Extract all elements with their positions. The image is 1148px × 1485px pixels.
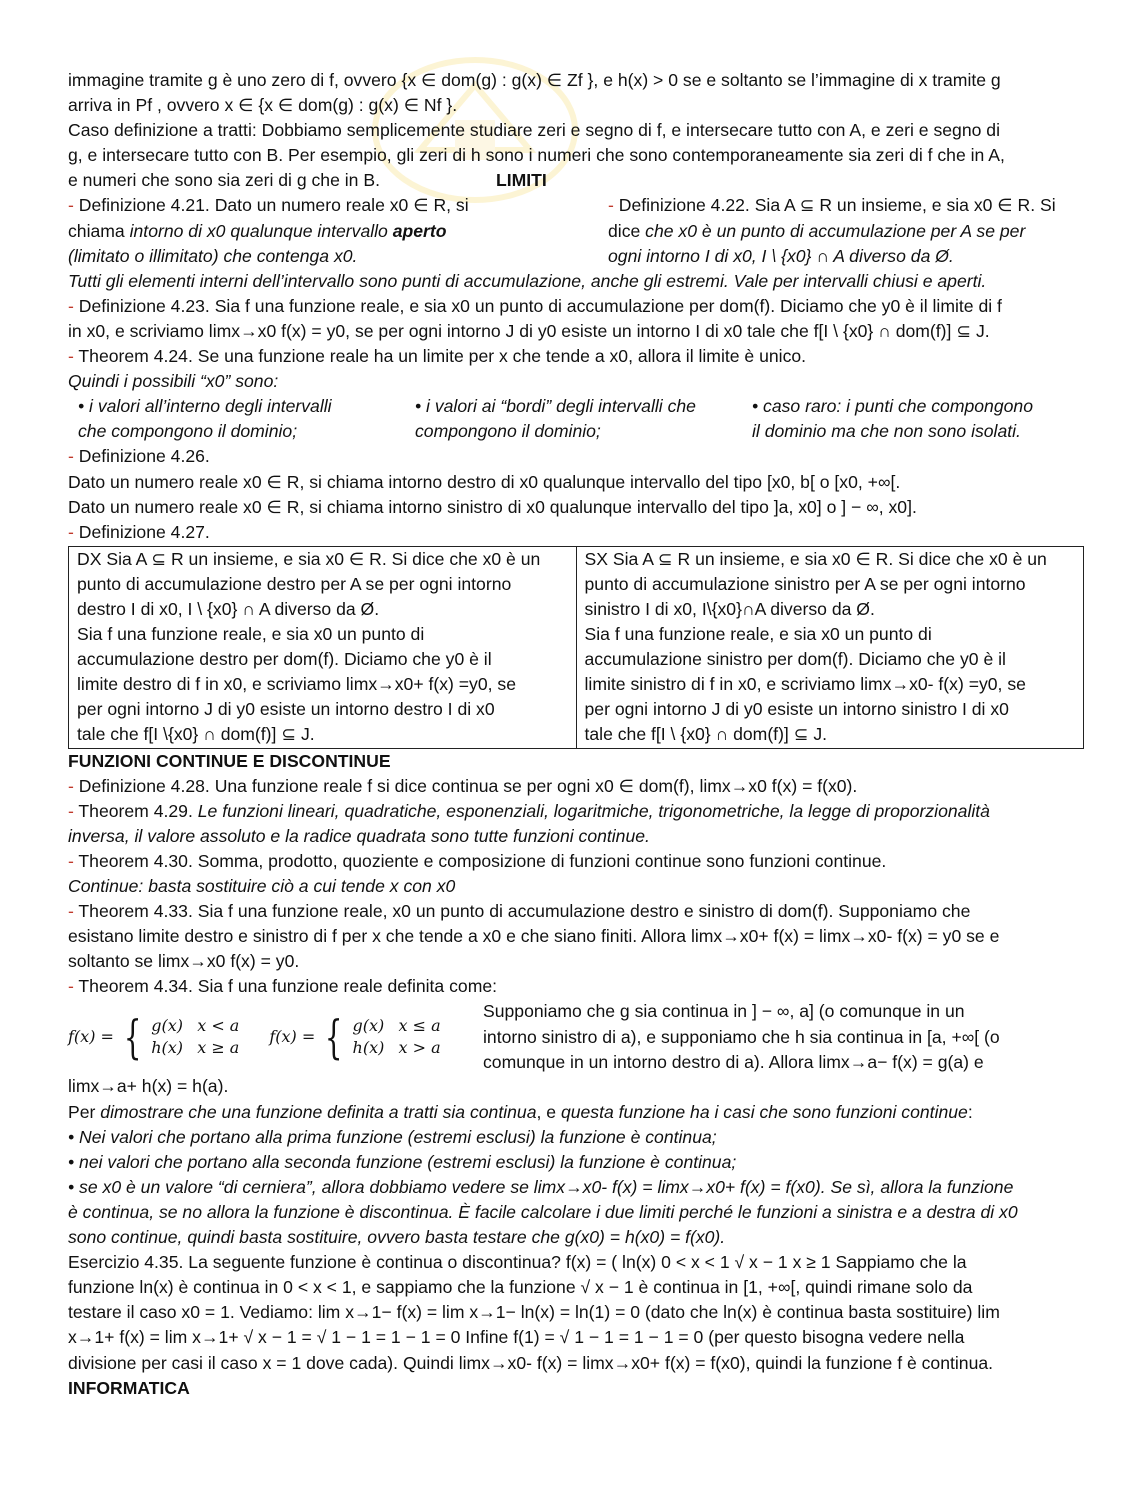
case-cond: x < a <box>197 1015 240 1035</box>
bullet-item <box>405 394 742 444</box>
intro-line: Caso definizione a tratti: Dobbiamo semplicemente studiare zeri e segno di f, e intersecare tutto con A, e zeri e segno di <box>68 120 1000 141</box>
text: per ogni intorno J di y0 esiste un intorno sinistro I di x0 <box>584 699 1009 720</box>
text: destro I di x0, I \ {x0} ∩ A diverso da Ø. <box>77 598 380 619</box>
text: Le funzioni lineari, quadratiche, esponenziali, logaritmiche, trigonometriche, la legge di proporzionalità <box>197 800 990 821</box>
exercise-line: testare il caso x0 = 1. Vediamo: lim x→1− f(x) = lim x→1− ln(x) = ln(1) = 0 (dato che ln(x) è continua basta sostituire) lim <box>68 1302 1000 1323</box>
dash: - <box>68 901 74 922</box>
definition-4-23-cont: in x0, e scriviamo limx→x0 f(x) = y0, se per ogni intorno J di y0 esiste un intorno I di x0 tale che f[I \ {x0} ∩ dom(f)] ⊆ J. <box>68 320 990 341</box>
bullet-line: • Nei valori che portano alla prima funzione (estremi esclusi) la funzione è continua; <box>68 1126 717 1147</box>
text: Supponiamo che g sia continua in ] − ∞, a] (o comunque in un <box>483 1001 965 1022</box>
theorem-4-34-text <box>483 999 1000 1074</box>
text: ogni intorno I di x0, I \ {x0} ∩ A diverso da Ø. <box>608 245 954 266</box>
text: dimostrare che una funzione definita a tratti sia continua <box>100 1101 537 1122</box>
dash: - <box>68 850 74 871</box>
text: Theorem 4.34. Sia f una funzione reale definita come: <box>73 976 498 997</box>
note-interni: Tutti gli elementi interni dell’intervallo sono punti di accumulazione, anche gli estremi. Vale per intervalli chiusi e aperti. <box>68 270 987 291</box>
text: che x0 è un punto di accumulazione per A se per <box>645 220 1026 241</box>
definition-4-28 <box>68 774 1084 799</box>
definition-4-22 <box>608 193 1056 268</box>
dash: - <box>68 446 74 467</box>
note-possibili: Quindi i possibili “x0” sono: <box>68 371 279 392</box>
formula-lhs: f(x) = <box>269 1027 316 1047</box>
text: Definizione 4.21. Dato un numero reale x0 ∈ R, si <box>73 195 469 216</box>
intro-line: immagine tramite g è uno zero di f, ovvero {x ∈ dom(g) : g(x) ∈ Zf }, e h(x) > 0 se e soltanto se l’immagine di x tramite g <box>68 70 1001 90</box>
text: questa funzione ha i casi che sono funzioni continue <box>560 1101 968 1122</box>
text: aperto <box>392 220 447 241</box>
text: limite sinistro di f in x0, e scriviamo limx→x0- f(x) =y0, se <box>584 674 1026 695</box>
dash: - <box>68 775 74 796</box>
piecewise-formula-b <box>269 1009 441 1064</box>
theorem-4-24 <box>68 344 1084 369</box>
text: • i valori ai “bordi” degli intervalli che <box>415 396 696 417</box>
brace-icon: { <box>325 1009 343 1064</box>
text: intorno di x0 qualunque intervallo <box>129 220 393 241</box>
bullet-line: • se x0 è un valore “di cerniera”, allora dobbiamo vedere se limx→x0- f(x) = limx→x0+ f(x) = f(x0). Se sì, allora la funzione <box>68 1176 1014 1197</box>
text: Per <box>68 1101 101 1122</box>
definition-4-26-line: Dato un numero reale x0 ∈ R, si chiama intorno destro di x0 qualunque intervallo del tipo [x0, b[ o [x0, +∞[. <box>68 471 901 492</box>
case-func: g(x) <box>151 1015 183 1035</box>
cases <box>151 1015 239 1059</box>
bullet-item <box>742 394 1033 444</box>
text: Definizione 4.23. Sia f una funzione reale, e sia x0 un punto di accumulazione per dom(f). Diciamo che y0 è il limite di f <box>73 295 1002 316</box>
dash: - <box>608 195 614 216</box>
text: accumulazione sinistro per dom(f). Diciamo che y0 è il <box>584 649 1006 670</box>
text: , e <box>536 1101 561 1122</box>
theorem-4-33-cont: soltanto se limx→x0 f(x) = y0. <box>68 951 300 972</box>
text: sinistro I di x0, I\{x0}∩A diverso da Ø. <box>584 598 875 619</box>
theorem-4-34-cont: limx→a+ h(x) = h(a). <box>68 1076 229 1097</box>
text: punto di accumulazione sinistro per A se per ogni intorno <box>584 573 1026 594</box>
definition-4-27 <box>68 520 1084 545</box>
case-cond: x ≤ a <box>398 1015 441 1035</box>
text: Definizione 4.28. Una funzione reale f si dice continua se per ogni x0 ∈ dom(f), limx→x0 f(x) = f(x0). <box>73 775 858 796</box>
dash: - <box>68 346 74 367</box>
text: chiama <box>68 220 130 241</box>
text: DX Sia A ⊆ R un insieme, e sia x0 ∈ R. Si dice che x0 è un <box>77 548 541 569</box>
text: accumulazione destro per dom(f). Diciamo che y0 è il <box>77 649 492 670</box>
theorem-4-33 <box>68 899 1084 924</box>
exercise-line: Esercizio 4.35. La seguente funzione è continua o discontinua? f(x) = ( ln(x) 0 < x < 1 √ x − 1 x ≥ 1 Sappiamo che la <box>68 1252 967 1273</box>
text: • i valori all’interno degli intervalli <box>78 396 332 417</box>
text: Theorem 4.24. Se una funzione reale ha un limite per x che tende a x0, allora il limite è unico. <box>73 346 807 367</box>
text: Definizione 4.27. <box>73 521 210 542</box>
case-func: h(x) <box>352 1037 385 1057</box>
theorem-4-34 <box>68 974 1084 999</box>
definition-4-26 <box>68 444 1084 469</box>
text: compongono il dominio; <box>415 421 601 442</box>
section-heading-continue: FUNZIONI CONTINUE E DISCONTINUE <box>68 750 391 771</box>
dash: - <box>68 295 74 316</box>
text: limite destro di f in x0, e scriviamo limx→x0+ f(x) =y0, se <box>77 674 516 695</box>
brace-icon: { <box>123 1009 142 1064</box>
document-page <box>68 68 1084 1401</box>
theorem-4-33-cont: esistano limite destro e sinistro di f per x che tende a x0 e che siano finiti. Allora limx→x0+ f(x) = limx→x0- f(x) = y0 se e <box>68 926 1000 947</box>
dash: - <box>68 195 74 216</box>
text: Definizione 4.26. <box>73 446 210 467</box>
definition-4-23 <box>68 294 1084 319</box>
bullet-line: sono continue, quindi basta sostituire, ovvero basta testare che g(x0) = h(x0) = f(x0). <box>68 1227 726 1248</box>
section-heading-informatica: INFORMATICA <box>68 1377 190 1398</box>
text: : <box>967 1101 973 1122</box>
dx-sx-comparison-table <box>68 546 1084 749</box>
bullet-item <box>68 394 405 444</box>
text: SX Sia A ⊆ R un insieme, e sia x0 ∈ R. Si dice che x0 è un <box>584 548 1047 569</box>
text: tale che f[I \ {x0} ∩ dom(f)] ⊆ J. <box>584 724 828 745</box>
dash: - <box>68 800 74 821</box>
definition-4-26-line: Dato un numero reale x0 ∈ R, si chiama intorno sinistro di x0 qualunque intervallo del tipo ]a, x0] o ] − ∞, x0]. <box>68 496 917 517</box>
dash: - <box>68 521 74 542</box>
bullet-line: è continua, se no allora la funzione è discontinua. È facile calcolare i due limiti perché le funzioni a sinistra e a destra di x0 <box>68 1201 1018 1222</box>
note-dimostrare <box>68 1100 1084 1125</box>
intro-line: arriva in Pf , ovvero x ∈ {x ∈ dom(g) : g(x) ∈ Nf }. <box>68 95 458 116</box>
text: intorno sinistro di a), e supponiamo che h sia continua in [a, +∞[ (o <box>483 1026 1000 1047</box>
text: Sia f una funzione reale, e sia x0 un punto di <box>584 624 932 645</box>
text: • caso raro: i punti che compongono <box>752 396 1033 417</box>
text: dice <box>608 220 646 241</box>
piecewise-row <box>68 999 1084 1074</box>
text: per ogni intorno J di y0 esiste un intorno destro I di x0 <box>77 699 495 720</box>
intro-text: e numeri che sono sia zeri di g che in B. <box>68 170 380 191</box>
piecewise-formulas <box>68 999 483 1074</box>
formula-lhs: f(x) = <box>68 1027 114 1047</box>
case-func: h(x) <box>151 1037 184 1057</box>
exercise-line: divisione per casi il caso x = 1 dove cada). Quindi limx→x0- f(x) = limx→x0+ f(x) = f(x0), quindi la funzione f è continua. <box>68 1352 994 1373</box>
cases <box>353 1015 441 1059</box>
text: Definizione 4.22. Sia A ⊆ R un insieme, e sia x0 ∈ R. Si <box>613 195 1056 216</box>
text: il dominio ma che non sono isolati. <box>752 421 1021 442</box>
exercise-line: x→1+ f(x) = lim x→1+ √ x − 1 = √ 1 − 1 = 1 − 1 = 0 Infine f(1) = √ 1 − 1 = 1 − 1 = 0 (per questo bisogna vedere nella <box>68 1327 965 1348</box>
exercise-line: funzione ln(x) è continua in 0 < x < 1, e sappiamo che la funzione √ x − 1 è continua in [1, +∞[, quindi rimane solo da <box>68 1277 973 1298</box>
bullets-three-column <box>68 394 1084 444</box>
intro-line-with-heading <box>68 168 1084 193</box>
text: che compongono il dominio; <box>78 421 298 442</box>
intro-line: g, e intersecare tutto con B. Per esempio, gli zeri di h sono i numeri che sono contemporaneamente sia zeri di f che in A, <box>68 145 1005 166</box>
text: Sia f una funzione reale, e sia x0 un punto di <box>77 624 425 645</box>
bullet-line: • nei valori che portano alla seconda funzione (estremi esclusi) la funzione è continua; <box>68 1151 737 1172</box>
case-cond: x ≥ a <box>197 1037 240 1057</box>
text: (limitato o illimitato) che contenga x0. <box>68 245 358 266</box>
dx-cell <box>69 546 577 748</box>
text: Theorem 4.29. <box>73 800 198 821</box>
definitions-two-column <box>68 193 1084 268</box>
theorem-4-30 <box>68 849 1084 874</box>
text: comunque in un intorno destro di a). Allora limx→a− f(x) = g(a) e <box>483 1051 984 1072</box>
text: punto di accumulazione destro per A se per ogni intorno <box>77 573 512 594</box>
case-cond: x > a <box>398 1037 441 1057</box>
text: Theorem 4.33. Sia f una funzione reale, x0 un punto di accumulazione destro e sinistro di dom(f). Supponiamo che <box>73 901 971 922</box>
sx-cell <box>576 546 1084 748</box>
text: Theorem 4.30. Somma, prodotto, quoziente e composizione di funzioni continue sono funzioni continue. <box>73 850 887 871</box>
case-func: g(x) <box>352 1015 385 1035</box>
note-sostituire: Continue: basta sostituire ciò a cui tende x con x0 <box>68 876 456 896</box>
theorem-4-29 <box>68 799 1084 824</box>
definition-4-21 <box>68 193 608 268</box>
section-heading-limiti: LIMITI <box>495 170 547 191</box>
text: tale che f[I \{x0} ∩ dom(f)] ⊆ J. <box>77 724 315 745</box>
theorem-4-29-cont: inversa, il valore assoluto e la radice quadrata sono tutte funzioni continue. <box>68 825 650 846</box>
dash: - <box>68 976 74 997</box>
piecewise-formula-a <box>68 1009 240 1064</box>
